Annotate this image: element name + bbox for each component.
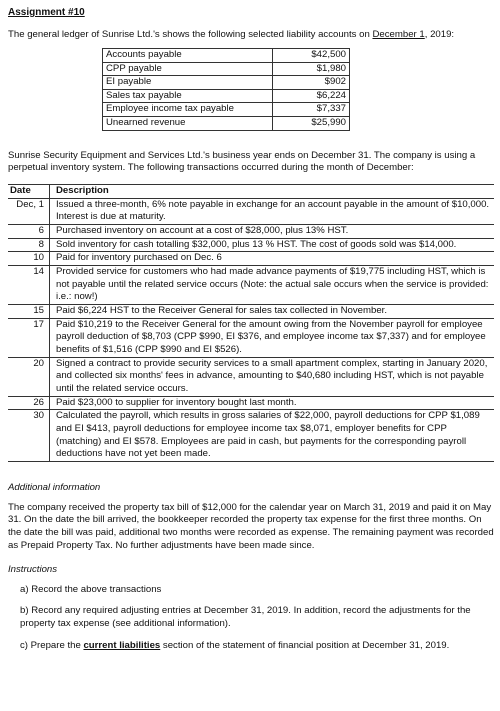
- transaction-description: Signed a contract to provide security services to a small apartment complex, starting in January 2020, and collected six months' fees in advance, amounting to $40,680 including HST, which is not payable until the related service occurs.: [50, 357, 495, 396]
- account-name: CPP payable: [103, 62, 273, 76]
- instructions-heading: Instructions: [8, 564, 58, 576]
- transaction-description: Paid $10,219 to the Receiver General for the amount owing from the November payroll for employee payroll deduction of $8,703 (CPP $990, EI $376, and employee income tax $7,337) and for employee benefits of $1,516 (CPP $990 and EI $526).: [50, 318, 495, 357]
- instruction-c-emphasis: current liabilities: [83, 639, 161, 651]
- transaction-date: 14: [8, 266, 50, 305]
- transaction-description: Paid $6,224 HST to the Receiver General for sales tax collected in November.: [50, 305, 495, 319]
- business-year-paragraph: Sunrise Security Equipment and Services Ltd.'s business year ends on December 31. The company is using a perpetual inventory system. The following transactions occurred during the month of December:: [8, 149, 476, 174]
- table-row: [8, 410, 494, 462]
- transaction-description: Purchased inventory on account at a cost of $28,000, plus 13% HST.: [50, 225, 495, 239]
- table-row: [8, 305, 494, 319]
- table-row: [103, 48, 350, 62]
- account-name: Unearned revenue: [103, 117, 273, 131]
- date-column-header: Date: [8, 185, 50, 199]
- table-row: [8, 238, 494, 252]
- transaction-description: Sold inventory for cash totalling $32,000, plus 13 % HST. The cost of goods sold was $14,000.: [50, 238, 495, 252]
- assignment-title: Assignment #10: [8, 7, 85, 18]
- table-row: [8, 357, 494, 396]
- table-row: [8, 252, 494, 266]
- transaction-date: 15: [8, 305, 50, 319]
- document-page: [8, 6, 494, 652]
- table-row: [103, 103, 350, 117]
- table-row: [103, 89, 350, 103]
- transaction-date: 20: [8, 357, 50, 396]
- table-row: [8, 396, 494, 410]
- account-amount: $1,980: [273, 62, 350, 76]
- account-amount: $6,224: [273, 89, 350, 103]
- additional-info-paragraph: The company received the property tax bill of $12,000 for the calendar year on March 31, 2019 and paid it on May 31. On the date the bill arrived, the bookkeeper recorded the property tax expense for the first three months. On the date the bill was paid, additional two months were recorded as expense. The remaining payment was recorded as Prepaid Property Tax. No further adjustments have been made since.: [8, 501, 494, 551]
- transaction-description: Paid $23,000 to supplier for inventory bought last month.: [50, 396, 495, 410]
- table-row: [8, 198, 494, 224]
- additional-info-heading: Additional information: [8, 481, 101, 493]
- account-name: Sales tax payable: [103, 89, 273, 103]
- table-row: [8, 225, 494, 239]
- table-row: [8, 266, 494, 305]
- account-name: Employee income tax payable: [103, 103, 273, 117]
- transaction-date: 30: [8, 410, 50, 462]
- account-name: EI payable: [103, 76, 273, 90]
- table-row: [8, 318, 494, 357]
- intro-paragraph: [8, 29, 494, 42]
- instruction-b: b) Record any required adjusting entries at December 31, 2019. In addition, record the adjustments for the property tax expense (see additional information).: [20, 605, 471, 630]
- transaction-date: 17: [8, 318, 50, 357]
- description-column-header: Description: [50, 185, 495, 199]
- account-amount: $7,337: [273, 103, 350, 117]
- transaction-date: Dec, 1: [8, 198, 50, 224]
- transaction-description: Paid for inventory purchased on Dec. 6: [50, 252, 495, 266]
- intro-text: The general ledger of Sunrise Ltd.'s shows the following selected liability accounts on: [8, 29, 373, 41]
- transactions-table: [8, 184, 494, 462]
- account-name: Accounts payable: [106, 48, 182, 60]
- instruction-c-text-end: section of the statement of financial position at December 31, 2019.: [160, 639, 450, 651]
- transaction-description: Issued a three-month, 6% note payable in exchange for an account payable in the amount of $10,000. Interest is due at maturity.: [50, 198, 495, 224]
- account-amount: $902: [273, 76, 350, 90]
- intro-text-end: , 2019:: [424, 29, 455, 41]
- account-amount: $42,500: [273, 48, 350, 62]
- account-amount: $25,990: [273, 117, 350, 131]
- intro-date: December 1: [372, 29, 425, 41]
- transaction-date: 6: [8, 225, 50, 239]
- table-row: [103, 62, 350, 76]
- transaction-description: Provided service for customers who had made advance payments of $19,775 including HST, which is not payable until the related service occurs (Note: the actual sale occurs when the service is provided: i.e.: now!): [50, 266, 495, 305]
- transaction-date: 26: [8, 396, 50, 410]
- transaction-description: Calculated the payroll, which results in gross salaries of $22,000, payroll deductions for CPP $1,089 and EI $413, payroll deductions for employee income tax $8,071, employer benefits for CPP (matching) and EI $578. Employees are paid in cash, but payments for the corresponding payroll deductions have not yet been made.: [56, 410, 480, 460]
- transaction-date: 8: [8, 238, 50, 252]
- instruction-c-text: c) Prepare the: [20, 639, 84, 651]
- instruction-c: [8, 640, 494, 653]
- liability-accounts-table: [102, 48, 350, 131]
- table-header-row: [8, 185, 494, 199]
- transaction-date: 10: [8, 252, 50, 266]
- table-row: [103, 117, 350, 131]
- table-row: [103, 76, 350, 90]
- instruction-a: a) Record the above transactions: [20, 583, 162, 595]
